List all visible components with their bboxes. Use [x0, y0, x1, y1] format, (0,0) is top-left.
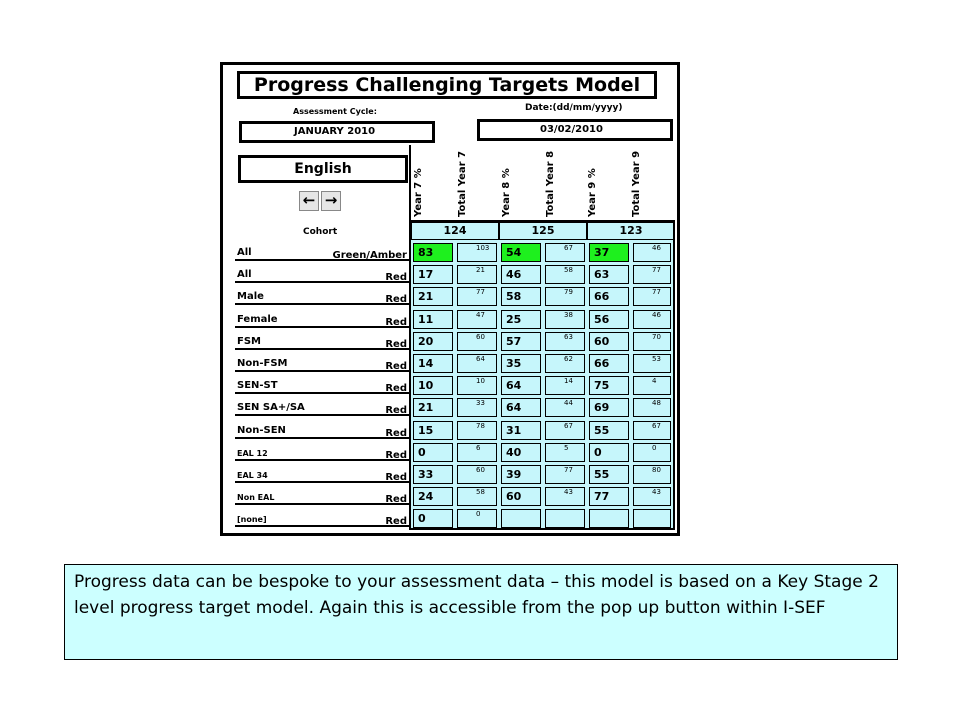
cohort-row-label [235, 463, 409, 483]
cell-value: 17 [418, 268, 434, 282]
value-cell [589, 287, 629, 306]
cell-value: 10 [418, 379, 434, 393]
cell-value: 33 [476, 399, 485, 408]
cohort-row-label [235, 507, 409, 527]
cell-value: 39 [506, 468, 522, 481]
value-cell [633, 487, 671, 506]
cell-value: 46 [506, 268, 522, 282]
cell-value: 77 [652, 288, 661, 297]
row-group-name: All [237, 247, 252, 258]
date-field[interactable] [477, 119, 673, 141]
cell-value: 57 [506, 334, 522, 348]
cohort-row-label [235, 352, 409, 372]
cell-value: 55 [594, 423, 610, 437]
row-group-name: FSM [237, 335, 261, 347]
value-cell [501, 398, 541, 417]
column-header: Year 9 % [587, 168, 598, 217]
prev-subject-button[interactable] [299, 191, 319, 211]
cell-value: 62 [564, 355, 573, 363]
value-cell [589, 265, 629, 284]
cell-value: 21 [418, 290, 434, 304]
cell-value: 80 [652, 466, 661, 474]
value-cell [589, 354, 629, 373]
arrow-left-icon: ← [302, 191, 316, 209]
cell-value: 0 [418, 445, 426, 459]
cell-value: 15 [418, 423, 434, 437]
value-cell [457, 287, 497, 306]
value-cell [501, 287, 541, 306]
value-cell [457, 376, 497, 395]
cohort-row-label [235, 441, 409, 461]
value-cell [589, 487, 629, 506]
cohort-row-label [235, 419, 409, 439]
value-cell [413, 398, 453, 417]
row-group-name: All [237, 269, 252, 281]
cell-value: 58 [564, 266, 573, 275]
cell-value: 24 [418, 490, 434, 504]
cell-value: 21 [418, 401, 434, 415]
caption-box [64, 564, 898, 660]
column-header: Year 7 % [413, 168, 424, 217]
value-cell [413, 509, 453, 528]
value-cell [633, 265, 671, 284]
cell-value: 37 [594, 246, 610, 259]
row-status: Red [385, 338, 407, 350]
cell-value: 64 [506, 401, 522, 415]
value-cell [589, 243, 629, 262]
value-cell [457, 398, 497, 417]
cell-value: 20 [418, 334, 434, 348]
subject-selector[interactable]: English [238, 155, 408, 183]
row-status: Red [385, 361, 407, 372]
cell-value: 0 [476, 510, 481, 519]
date-label: Date:(dd/mm/yyyy) [525, 103, 623, 113]
cell-value: 69 [594, 401, 610, 415]
value-cell [589, 421, 629, 440]
value-cell [589, 443, 629, 462]
value-cell [413, 332, 453, 351]
value-cell [457, 243, 497, 262]
cell-value: 46 [652, 310, 661, 319]
value-cell [589, 398, 629, 417]
cell-value: 60 [506, 490, 522, 504]
value-cell [589, 509, 629, 528]
cell-value: 47 [476, 310, 485, 319]
value-cell [633, 310, 671, 329]
value-cell [413, 487, 453, 506]
value-cell [457, 421, 497, 440]
value-cell [633, 421, 671, 440]
cell-value: 40 [506, 445, 522, 459]
caption-text: Progress data can be bespoke to your assessment data – this model is based on a Key Stage 2 level progress target model. Again this is accessible from the pop up button within I-SEF [74, 572, 879, 618]
row-status: Red [385, 405, 407, 417]
value-cell [501, 465, 541, 484]
value-cell [457, 332, 497, 351]
row-group-name: Non EAL [237, 493, 275, 503]
cell-value: 54 [506, 246, 522, 259]
row-status: Red [385, 494, 407, 506]
cohort-row-label [235, 308, 409, 328]
cell-value: 60 [476, 332, 485, 341]
value-cell [413, 354, 453, 373]
header-divider [409, 145, 411, 221]
value-cell [501, 332, 541, 351]
value-cell [633, 332, 671, 351]
value-cell [501, 443, 541, 462]
cohort-row-label [235, 396, 409, 416]
cell-value: 77 [476, 288, 485, 297]
cell-value: 38 [564, 310, 573, 319]
cohort-label: Cohort [303, 227, 338, 237]
cell-value: 63 [564, 332, 573, 341]
cell-value: 46 [652, 244, 661, 252]
value-cell [633, 243, 671, 262]
value-cell [545, 509, 585, 528]
value-cell [545, 487, 585, 506]
cohort-total-value: 124 [443, 224, 467, 237]
targets-model-panel [220, 62, 680, 536]
value-cell [413, 287, 453, 306]
cell-value: 67 [652, 421, 661, 430]
value-cell [413, 310, 453, 329]
cell-value: 6 [476, 443, 481, 452]
value-cell [589, 310, 629, 329]
cell-value: 0 [418, 512, 426, 526]
column-header: Total Year 7 [457, 150, 468, 217]
cohort-row-label [235, 263, 409, 283]
cell-value: 60 [594, 334, 610, 348]
row-status: Red [385, 316, 407, 328]
row-group-name: Non-SEN [237, 424, 286, 436]
value-cell [545, 465, 585, 484]
value-cell [501, 310, 541, 329]
row-status: Red [385, 427, 407, 439]
cell-value: 78 [476, 421, 485, 430]
value-cell [633, 354, 671, 373]
value-cell [457, 265, 497, 284]
column-header: Year 8 % [501, 168, 512, 217]
cohort-total-cell [587, 222, 675, 240]
cell-value: 55 [594, 468, 610, 481]
value-cell [545, 265, 585, 284]
value-cell [501, 376, 541, 395]
row-status: Red [385, 294, 407, 306]
row-status: Red [385, 272, 407, 284]
date-value: 03/02/2010 [540, 124, 603, 135]
progress-grid [409, 220, 675, 530]
value-cell [633, 443, 671, 462]
value-cell [633, 376, 671, 395]
next-subject-button[interactable] [321, 191, 341, 211]
cell-value: 35 [506, 357, 522, 370]
value-cell [413, 465, 453, 484]
cell-value: 70 [652, 332, 661, 341]
value-cell [589, 465, 629, 484]
cell-value: 43 [652, 488, 661, 497]
row-group-name: Non-FSM [237, 358, 288, 369]
row-status: Red [385, 449, 407, 461]
value-cell [589, 376, 629, 395]
row-group-name: Female [237, 313, 278, 325]
value-cell [501, 509, 541, 528]
assessment-cycle-field[interactable] [239, 121, 435, 143]
row-status: Red [385, 383, 407, 395]
cohort-total-cell [411, 222, 499, 240]
cell-value: 83 [418, 246, 434, 259]
value-cell [545, 332, 585, 351]
cell-value: 64 [476, 355, 485, 363]
cohort-total-value: 125 [531, 224, 555, 237]
value-cell [545, 287, 585, 306]
row-status: Green/Amber [332, 250, 407, 261]
value-cell [413, 421, 453, 440]
cell-value: 21 [476, 266, 485, 275]
cell-value: 66 [594, 357, 610, 370]
row-group-name: Male [237, 291, 264, 303]
value-cell [501, 421, 541, 440]
row-group-name: EAL 12 [237, 448, 268, 458]
value-cell [457, 487, 497, 506]
cell-value: 48 [652, 399, 661, 408]
value-cell [545, 398, 585, 417]
cell-value: 64 [506, 379, 522, 393]
cohort-row-label [235, 241, 409, 261]
cohort-row-label [235, 374, 409, 394]
value-cell [413, 443, 453, 462]
value-cell [501, 354, 541, 373]
value-cell [457, 354, 497, 373]
panel-title: Progress Challenging Targets Model [237, 71, 657, 99]
value-cell [457, 509, 497, 528]
cell-value: 77 [652, 266, 661, 275]
row-group-name: SEN SA+/SA [237, 402, 305, 414]
cell-value: 103 [476, 244, 490, 252]
cell-value: 63 [594, 268, 610, 282]
value-cell [413, 265, 453, 284]
row-group-name: EAL 34 [237, 471, 268, 480]
cohort-total-cell [499, 222, 587, 240]
value-cell [501, 487, 541, 506]
cell-value: 67 [564, 244, 573, 252]
cell-value: 58 [476, 488, 485, 497]
cell-value: 11 [418, 312, 434, 326]
arrow-right-icon: → [324, 191, 338, 209]
cell-value: 44 [564, 399, 573, 408]
row-group-name: [none] [237, 515, 267, 525]
cohort-total-value: 123 [619, 224, 643, 237]
value-cell [545, 310, 585, 329]
cell-value: 58 [506, 290, 522, 304]
cell-value: 0 [594, 445, 602, 459]
assessment-cycle-value: JANUARY 2010 [294, 126, 376, 137]
value-cell [545, 376, 585, 395]
cell-value: 14 [418, 357, 434, 370]
value-cell [457, 443, 497, 462]
cell-value: 60 [476, 466, 485, 474]
cell-value: 14 [564, 377, 573, 386]
assessment-cycle-label: Assessment Cycle: [293, 107, 377, 116]
value-cell [633, 287, 671, 306]
value-cell [589, 332, 629, 351]
value-cell [545, 443, 585, 462]
cell-value: 66 [594, 290, 610, 304]
column-header: Total Year 8 [545, 150, 556, 217]
value-cell [413, 376, 453, 395]
cell-value: 25 [506, 312, 522, 326]
cell-value: 31 [506, 423, 522, 437]
cell-value: 43 [564, 488, 573, 497]
column-header: Total Year 9 [631, 150, 642, 217]
cell-value: 56 [594, 312, 610, 326]
value-cell [633, 465, 671, 484]
value-cell [545, 421, 585, 440]
cohort-row-label [235, 485, 409, 505]
cell-value: 4 [652, 377, 657, 386]
value-cell [457, 310, 497, 329]
cohort-row-label [235, 285, 409, 305]
row-status: Red [385, 516, 407, 528]
cell-value: 77 [594, 490, 610, 504]
value-cell [501, 243, 541, 262]
cell-value: 10 [476, 377, 485, 386]
value-cell [633, 509, 671, 528]
row-group-name: SEN-ST [237, 380, 278, 392]
value-cell [501, 265, 541, 284]
cell-value: 75 [594, 379, 610, 393]
cell-value: 5 [564, 443, 569, 452]
value-cell [413, 243, 453, 262]
cell-value: 33 [418, 468, 434, 481]
cell-value: 79 [564, 288, 573, 297]
value-cell [545, 354, 585, 373]
cell-value: 77 [564, 466, 573, 474]
cell-value: 67 [564, 421, 573, 430]
value-cell [457, 465, 497, 484]
value-cell [633, 398, 671, 417]
cohort-row-label [235, 330, 409, 350]
value-cell [545, 243, 585, 262]
cell-value: 0 [652, 443, 657, 452]
cell-value: 53 [652, 355, 661, 363]
row-status: Red [385, 472, 407, 483]
